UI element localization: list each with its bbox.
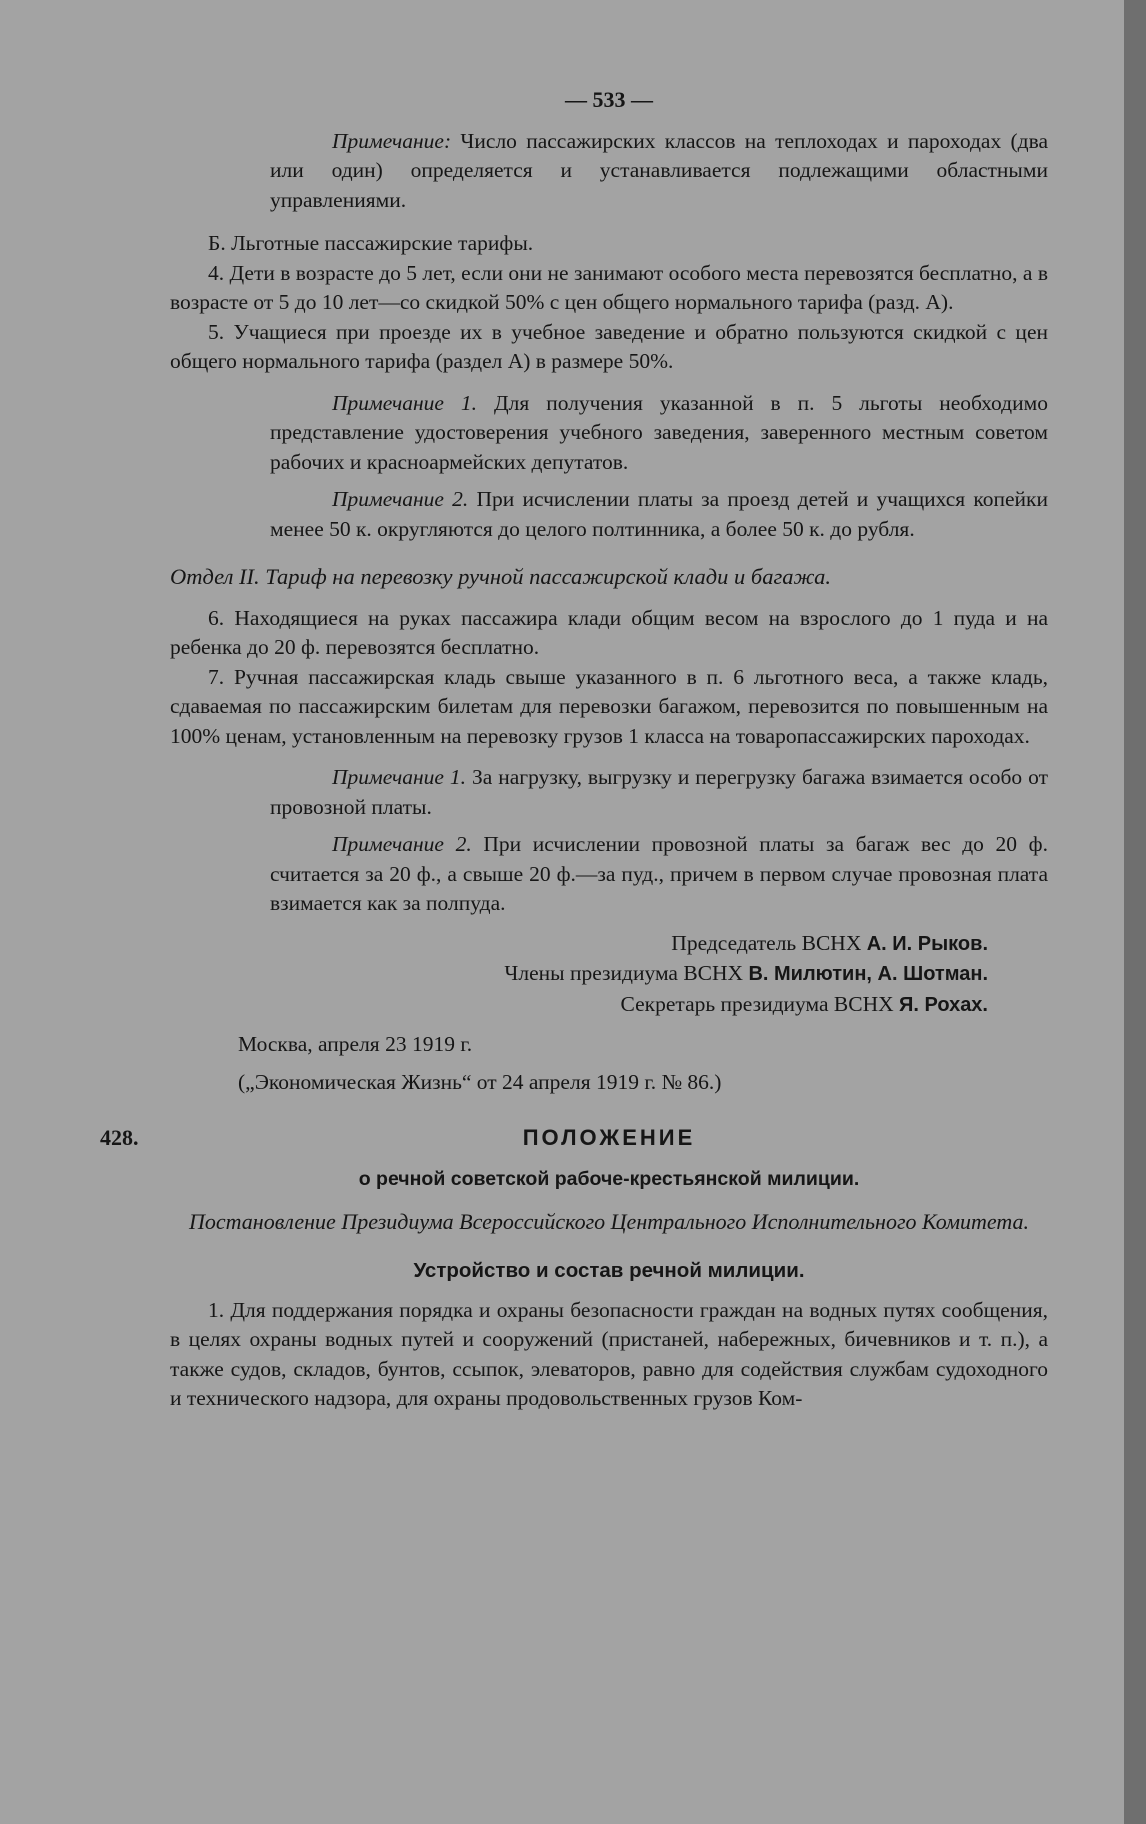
signature-block [170,929,1048,1021]
note-label: Примечание 2. [332,832,472,856]
note-label: Примечание 1. [332,390,478,415]
signature-members [170,959,988,990]
note-passenger-classes [270,127,1048,216]
paragraph-1: 1. Для поддержания порядка и охраны безопасности граждан на водных путях сообщения, в целях охраны водных путей и сооружений (пристаней, набережных, бичевников и т. п.), а также судов, складов, бунтов, ссыпок, элеваторов, равно для содействия службам судоходного и технического надзора, для охраны продовольственных грузов Ком- [170,1297,1048,1410]
document-date: Москва, апреля 23 1919 г. [238,1032,473,1056]
note-2-baggage-weight [270,830,1048,919]
section-b-heading: Б. Льготные пассажирские тарифы. [208,231,534,255]
signature-secretary [170,990,988,1021]
document-title: ПОЛОЖЕНИЕ [522,1125,696,1150]
chairman-role: Председатель ВСНХ [671,930,862,955]
paragraph-6: 6. Находящиеся на руках пассажира клади общим весом на взрослого до 1 пуда и на ребенка до 20 ф. перевозятся бесплатно. [170,605,1048,659]
note-text: За нагрузку, выгрузку и перегрузку багажа взимается особо от провозной платы. [270,765,1048,819]
page-number: — 533 — [565,87,653,112]
note-label: Примечание 2. [332,487,469,511]
chairman-name: А. И. Рыков. [866,932,988,955]
note-1-student-discount [270,389,1048,478]
note-text: При исчислении провозной платы за багаж вес до 20 ф. считается за 20 ф., а свыше 20 ф.—за пуд., причем в первом случае провозная плата взимается как за полпуда. [270,832,1048,915]
signature-chairman [170,929,988,960]
note-label: Примечание 1. [332,765,467,789]
document-number: 428. [100,1125,139,1150]
document-heading-row [100,1123,1048,1155]
secretary-name: Я. Рохах. [899,993,988,1016]
publication-source: („Экономическая Жизнь“ от 24 апреля 1919 г. № 86.) [238,1069,722,1094]
decree-line: Постановление Президиума Всероссийского Центрального Исполнительного Комитета. [188,1208,1030,1234]
document-subtitle: о речной советской рабоче-крестьянской милиции. [358,1168,860,1190]
note-text: При исчислении платы за проезд детей и учащихся копейки менее 50 к. округляются до целого полтинника, а более 50 к. до рубля. [270,487,1048,541]
paragraph-7: 7. Ручная пассажирская кладь свыше указанного в п. 6 льготного веса, а также кладь, сдаваемая по пассажирским билетам для перевозки багажом, перевозится по повышенным на 100% ценам, установленным на перевозку грузов 1 класса на товаропассажирских пароходах. [170,664,1048,748]
section-2-heading-text: Отдел II. Тариф на перевозку ручной пассажирской клади и багажа. [170,564,832,589]
paragraph-4: 4. Дети в возрасте до 5 лет, если они не занимают особого места перевозятся бесплатно, а в возрасте от 5 до 10 лет—со скидкой 50% с цен общего нормального тарифа (разд. А). [170,260,1048,314]
note-text: Число пассажирских классов на теплоходах и пароходах (два или один) определяется и устанавливается подлежащими областными управлениями. [270,128,1048,212]
page-text [100,85,1048,1414]
members-role: Члены президиума ВСНХ [504,961,744,985]
page-edge [1124,0,1146,1824]
note-label: Примечание: [332,128,452,153]
paragraph-5: 5. Учащиеся при проезде их в учебное заведение и обратно пользуются скидкой с цен общего нормального тарифа (раздел А) в размере 50%. [170,319,1048,373]
chapter-heading: Устройство и состав речной милиции. [413,1259,805,1282]
members-names: В. Милютин, А. Шотман. [748,963,988,985]
note-2-rounding [270,485,1048,544]
note-text: Для получения указанной в п. 5 льготы необходимо представление удостоверения учебного заведения, заверенного местным советом рабочих и красноармейских депутатов. [270,390,1048,474]
section-2-heading [170,562,1048,592]
secretary-role: Секретарь президиума ВСНХ [620,991,894,1016]
note-1-loading [270,763,1048,822]
